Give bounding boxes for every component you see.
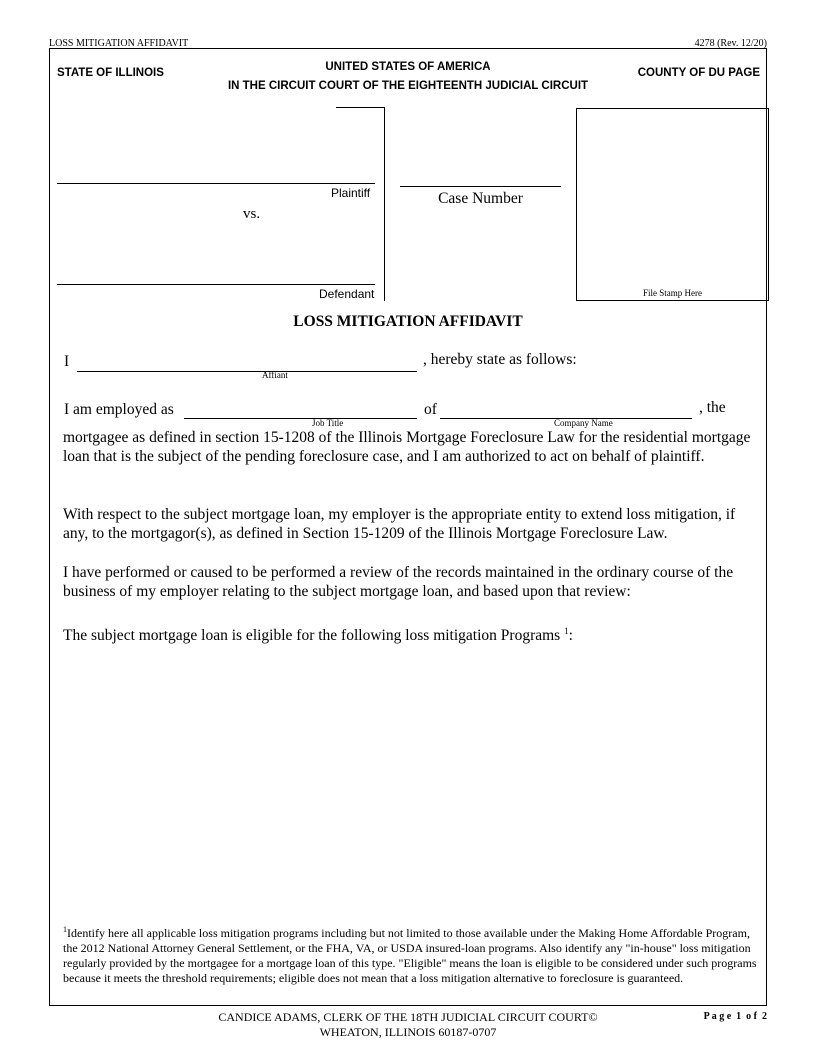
company-name-input[interactable] <box>440 399 692 419</box>
paragraph-review: I have performed or caused to be performed a review of the records maintained in the ordinary course of the business of my employer relating to the subject mortgage loan, and based upon that review: <box>63 564 734 600</box>
defendant-input[interactable] <box>57 267 375 285</box>
paragraph-appropriate-entity: With respect to the subject mortgage loan, my employer is the appropriate entity to extend loss mitigation, if any, to the mortgagor(s), as defined in Section 15-1209 of the Illinois Mortgage Foreclosure Law. <box>63 506 736 542</box>
state-label: STATE OF ILLINOIS <box>57 67 164 79</box>
plaintiff-input[interactable] <box>57 166 375 184</box>
case-box-right-border <box>384 107 385 301</box>
job-title-input[interactable] <box>184 399 417 419</box>
employment-suffix: , the <box>699 399 726 416</box>
page-title: LOSS MITIGATION AFFIDAVIT <box>293 313 523 330</box>
file-stamp-label: File Stamp Here <box>643 288 702 298</box>
case-number-input[interactable] <box>400 168 561 187</box>
employment-of: of <box>424 401 437 418</box>
paragraph-eligible-programs <box>63 622 763 645</box>
footnote <box>63 922 761 986</box>
footnote-reference: 1 <box>564 626 569 636</box>
case-number-label: Case Number <box>438 190 523 207</box>
case-box-top-border <box>336 107 385 108</box>
file-stamp-box <box>576 108 769 301</box>
eligible-programs-textarea[interactable] <box>62 650 766 912</box>
footnote-text: Identify here all applicable loss mitigation programs including but not limited to those available under the Making Home Affordable Program, the 2012 National Attorney General Settlement, or the FHA, VA, or USDA insured-loan programs. Also identify any "in-house" loss mitigation regularly provided by the mortgagee for a mortgage loan of this type. "Eligible" means the loan is eligible to be considered under such programs because it meets the threshold requirements; eligible does not mean that a loss mitigation alternative to foreclosure is guaranteed. <box>63 926 757 985</box>
affiant-suffix: , hereby state as follows: <box>423 351 577 368</box>
company-name-sublabel: Company Name <box>554 418 613 428</box>
country-label: UNITED STATES OF AMERICA <box>325 61 491 73</box>
form-name-header: LOSS MITIGATION AFFIDAVIT <box>49 38 189 49</box>
eligible-programs-colon: : <box>568 627 573 645</box>
affiant-prefix: I <box>64 353 70 370</box>
employment-prefix: I am employed as <box>64 401 174 418</box>
affiant-input[interactable] <box>77 352 417 372</box>
paragraph-mortgagee: mortgagee as defined in section 15-1208 of the Illinois Mortgage Foreclosure Law for the residential mortgage loan that is the subject of the pending foreclosure case, and I am authorized to act on behalf of plaintiff. <box>63 429 751 465</box>
affiant-sublabel: Affiant <box>262 370 288 380</box>
defendant-label: Defendant <box>319 287 375 301</box>
form-number: 4278 (Rev. 12/20) <box>694 38 767 49</box>
page-number: P a g e 1 o f 2 <box>703 1011 767 1022</box>
footnote-marker: 1 <box>63 925 67 934</box>
job-title-sublabel: Job Title <box>312 418 344 428</box>
plaintiff-label: Plaintiff <box>331 186 371 200</box>
county-label: COUNTY OF DU PAGE <box>637 67 760 79</box>
court-label: IN THE CIRCUIT COURT OF THE EIGHTEENTH JUDICIAL CIRCUIT <box>227 80 589 92</box>
footer-address: WHEATON, ILLINOIS 60187-0707 <box>319 1025 497 1039</box>
vs-label: vs. <box>243 206 261 222</box>
footer-clerk: CANDICE ADAMS, CLERK OF THE 18TH JUDICIAL CIRCUIT COURT© <box>218 1010 598 1024</box>
eligible-programs-text: The subject mortgage loan is eligible for the following loss mitigation Programs <box>63 627 561 645</box>
